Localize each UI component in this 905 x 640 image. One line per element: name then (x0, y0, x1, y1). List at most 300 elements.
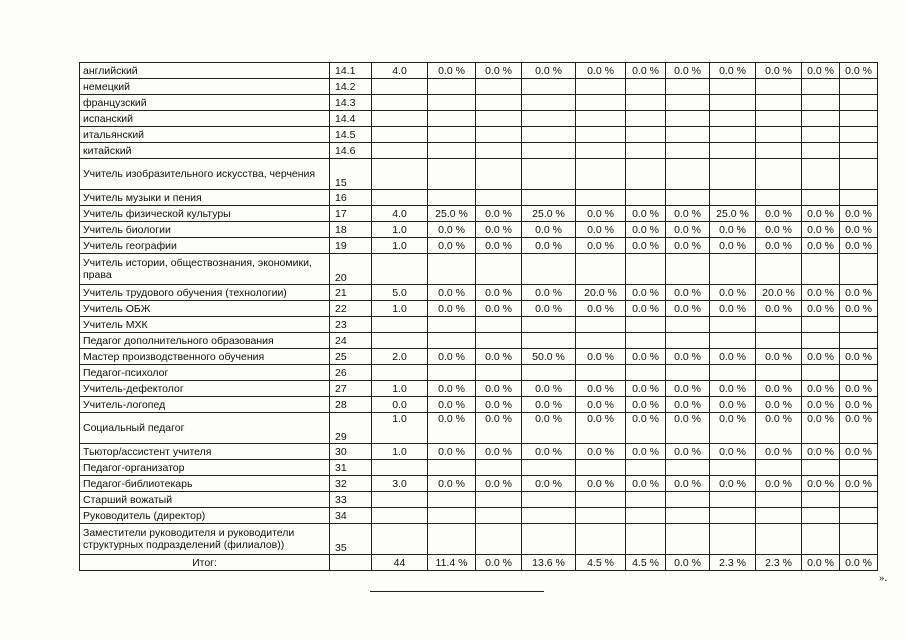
percent-cell (802, 190, 840, 206)
percent-cell (428, 111, 476, 127)
table-row (80, 317, 878, 333)
percent-cell: 0.0 % (710, 349, 756, 365)
staff-count-cell: 1.0 (372, 238, 428, 254)
percent-cell: 25.0 % (710, 206, 756, 222)
percent-cell (840, 492, 878, 508)
percent-cell (476, 143, 522, 159)
percent-cell (576, 95, 626, 111)
percent-cell (666, 111, 710, 127)
position-name: Учитель физической культуры (80, 206, 330, 222)
percent-cell (666, 460, 710, 476)
percent-cell (666, 365, 710, 381)
percent-cell (476, 159, 522, 190)
percent-cell: 0.0 % (626, 301, 666, 317)
percent-cell (666, 333, 710, 349)
percent-cell: 13.6 % (522, 555, 576, 571)
percent-cell (428, 317, 476, 333)
percent-cell (840, 333, 878, 349)
percent-cell: 0.0 % (710, 381, 756, 397)
percent-cell: 0.0 % (756, 397, 802, 413)
percent-cell (428, 365, 476, 381)
percent-cell: 0.0 % (576, 397, 626, 413)
table-body (80, 63, 878, 571)
percent-cell (756, 111, 802, 127)
percent-cell: 0.0 % (476, 381, 522, 397)
percent-cell: 0.0 % (840, 206, 878, 222)
position-name: Учитель истории, обществознания, экономики, права (80, 254, 330, 285)
percent-cell (626, 254, 666, 285)
percent-cell (666, 492, 710, 508)
signature-line (370, 591, 544, 592)
percent-cell: 0.0 % (666, 397, 710, 413)
percent-cell (840, 143, 878, 159)
percent-cell (428, 95, 476, 111)
percent-cell: 0.0 % (476, 238, 522, 254)
percent-cell (522, 159, 576, 190)
percent-cell: 0.0 % (626, 222, 666, 238)
percent-cell (576, 254, 626, 285)
percent-cell: 0.0 % (802, 413, 840, 444)
percent-cell (840, 254, 878, 285)
percent-cell: 0.0 % (576, 63, 626, 79)
row-number: 33 (330, 492, 372, 508)
percent-cell: 0.0 % (626, 413, 666, 444)
percent-cell: 0.0 % (666, 238, 710, 254)
percent-cell (626, 524, 666, 555)
percent-cell: 0.0 % (576, 222, 626, 238)
percent-cell (476, 127, 522, 143)
staff-count-cell: 4.0 (372, 63, 428, 79)
percent-cell: 0.0 % (710, 444, 756, 460)
percent-cell (626, 333, 666, 349)
percent-cell (522, 111, 576, 127)
percent-cell (756, 333, 802, 349)
percent-cell: 0.0 % (576, 444, 626, 460)
table-row (80, 254, 878, 285)
percent-cell (626, 190, 666, 206)
percent-cell: 0.0 % (802, 555, 840, 571)
staff-count-cell (372, 508, 428, 524)
percent-cell (840, 95, 878, 111)
position-name: Учитель географии (80, 238, 330, 254)
percent-cell (476, 492, 522, 508)
position-name: Педагог дополнительного образования (80, 333, 330, 349)
percent-cell (522, 508, 576, 524)
table-row (80, 333, 878, 349)
percent-cell: 0.0 % (576, 413, 626, 444)
percent-cell: 0.0 % (802, 381, 840, 397)
percent-cell (666, 317, 710, 333)
row-number: 31 (330, 460, 372, 476)
percent-cell: 0.0 % (476, 301, 522, 317)
table-row (80, 365, 878, 381)
percent-cell (666, 190, 710, 206)
staff-count-cell (372, 111, 428, 127)
staff-count-cell (372, 492, 428, 508)
percent-cell (626, 95, 666, 111)
percent-cell (756, 159, 802, 190)
row-number: 32 (330, 476, 372, 492)
staff-count-cell (372, 95, 428, 111)
percent-cell: 0.0 % (428, 476, 476, 492)
percent-cell: 0.0 % (710, 222, 756, 238)
percent-cell (756, 254, 802, 285)
position-name: Учитель-дефектолог (80, 381, 330, 397)
percent-cell: 0.0 % (710, 301, 756, 317)
percent-cell: 0.0 % (840, 476, 878, 492)
percent-cell: 0.0 % (802, 206, 840, 222)
percent-cell: 0.0 % (710, 285, 756, 301)
percent-cell (710, 333, 756, 349)
percent-cell: 0.0 % (626, 63, 666, 79)
row-number: 15 (330, 159, 372, 190)
percent-cell (522, 79, 576, 95)
table-row (80, 79, 878, 95)
staff-count-cell (372, 524, 428, 555)
percent-cell (802, 254, 840, 285)
table-row (80, 460, 878, 476)
percent-cell (666, 79, 710, 95)
percent-cell (756, 460, 802, 476)
percent-cell (802, 333, 840, 349)
percent-cell: 0.0 % (476, 444, 522, 460)
percent-cell (476, 333, 522, 349)
position-name: Тьютор/ассистент учителя (80, 444, 330, 460)
row-number: 28 (330, 397, 372, 413)
percent-cell (840, 127, 878, 143)
staff-count-cell (372, 317, 428, 333)
staff-count-cell (372, 79, 428, 95)
percent-cell: 0.0 % (626, 238, 666, 254)
percent-cell (666, 159, 710, 190)
percent-cell (756, 508, 802, 524)
percent-cell (576, 365, 626, 381)
percent-cell (626, 365, 666, 381)
row-number: 29 (330, 413, 372, 444)
staff-count-cell: 44 (372, 555, 428, 571)
percent-cell: 0.0 % (666, 413, 710, 444)
percent-cell: 0.0 % (428, 63, 476, 79)
percent-cell (840, 508, 878, 524)
percent-cell: 0.0 % (522, 444, 576, 460)
staff-count-cell: 2.0 (372, 349, 428, 365)
position-name: Педагог-психолог (80, 365, 330, 381)
percent-cell (522, 143, 576, 159)
percent-cell: 0.0 % (756, 444, 802, 460)
percent-cell (802, 492, 840, 508)
percent-cell: 0.0 % (428, 397, 476, 413)
percent-cell: 0.0 % (626, 381, 666, 397)
percent-cell: 0.0 % (626, 397, 666, 413)
percent-cell: 0.0 % (710, 238, 756, 254)
percent-cell: 0.0 % (626, 206, 666, 222)
staff-count-cell (372, 143, 428, 159)
row-number: 24 (330, 333, 372, 349)
percent-cell (756, 365, 802, 381)
percent-cell: 0.0 % (840, 349, 878, 365)
staff-count-cell: 1.0 (372, 301, 428, 317)
percent-cell (710, 190, 756, 206)
staff-count-cell (372, 333, 428, 349)
row-number: 16 (330, 190, 372, 206)
percent-cell (756, 95, 802, 111)
percent-cell (476, 254, 522, 285)
percent-cell: 0.0 % (476, 349, 522, 365)
table-row (80, 524, 878, 555)
table-row (80, 349, 878, 365)
percent-cell: 0.0 % (710, 476, 756, 492)
staff-count-cell (372, 190, 428, 206)
percent-cell (802, 460, 840, 476)
percent-cell (840, 524, 878, 555)
percent-cell: 0.0 % (476, 413, 522, 444)
percent-cell (626, 79, 666, 95)
table-row (80, 159, 878, 190)
percent-cell: 0.0 % (522, 285, 576, 301)
percent-cell (428, 524, 476, 555)
percent-cell: 4.5 % (576, 555, 626, 571)
percent-cell: 25.0 % (522, 206, 576, 222)
percent-cell: 0.0 % (756, 222, 802, 238)
row-number: 25 (330, 349, 372, 365)
row-number: 23 (330, 317, 372, 333)
percent-cell (576, 492, 626, 508)
percent-cell (802, 317, 840, 333)
table-row (80, 508, 878, 524)
percent-cell (840, 190, 878, 206)
percent-cell (802, 111, 840, 127)
percent-cell (710, 127, 756, 143)
staff-count-cell: 1.0 (372, 413, 428, 444)
staff-count-cell (372, 460, 428, 476)
percent-cell: 0.0 % (476, 63, 522, 79)
percent-cell (626, 127, 666, 143)
percent-cell: 0.0 % (428, 301, 476, 317)
percent-cell (522, 127, 576, 143)
total-label: Итог: (80, 555, 330, 571)
percent-cell (522, 333, 576, 349)
percent-cell (840, 365, 878, 381)
row-number: 20 (330, 254, 372, 285)
percent-cell (802, 95, 840, 111)
percent-cell (710, 111, 756, 127)
row-number: 18 (330, 222, 372, 238)
row-number: 14.4 (330, 111, 372, 127)
percent-cell: 0.0 % (802, 349, 840, 365)
table-row (80, 476, 878, 492)
percent-cell (576, 111, 626, 127)
percent-cell (802, 365, 840, 381)
percent-cell: 0.0 % (840, 381, 878, 397)
percent-cell: 0.0 % (428, 413, 476, 444)
percent-cell (576, 460, 626, 476)
percent-cell: 25.0 % (428, 206, 476, 222)
percent-cell (476, 365, 522, 381)
percent-cell (626, 508, 666, 524)
percent-cell (428, 79, 476, 95)
percent-cell: 0.0 % (802, 476, 840, 492)
table-row (80, 444, 878, 460)
percent-cell (428, 143, 476, 159)
percent-cell: 0.0 % (802, 397, 840, 413)
percent-cell (710, 79, 756, 95)
row-number: 27 (330, 381, 372, 397)
percent-cell (802, 143, 840, 159)
percent-cell: 0.0 % (476, 476, 522, 492)
row-number: 14.5 (330, 127, 372, 143)
percent-cell: 0.0 % (840, 285, 878, 301)
percent-cell: 0.0 % (522, 381, 576, 397)
percent-cell: 0.0 % (476, 285, 522, 301)
position-name: немецкий (80, 79, 330, 95)
position-name: французский (80, 95, 330, 111)
percent-cell: 0.0 % (666, 444, 710, 460)
percent-cell: 0.0 % (576, 301, 626, 317)
percent-cell: 0.0 % (476, 397, 522, 413)
percent-cell: 0.0 % (626, 476, 666, 492)
row-number: 14.6 (330, 143, 372, 159)
percent-cell (666, 143, 710, 159)
percent-cell: 0.0 % (710, 63, 756, 79)
percent-cell (710, 317, 756, 333)
table-row (80, 143, 878, 159)
staff-count-cell (372, 254, 428, 285)
percent-cell: 0.0 % (756, 476, 802, 492)
percent-cell (576, 524, 626, 555)
staff-count-cell: 1.0 (372, 381, 428, 397)
percent-cell: 0.0 % (840, 413, 878, 444)
row-number (330, 555, 372, 571)
percent-cell: 0.0 % (666, 63, 710, 79)
percent-cell (756, 317, 802, 333)
percent-cell: 0.0 % (576, 349, 626, 365)
percent-cell (666, 95, 710, 111)
percent-cell: 0.0 % (802, 63, 840, 79)
position-name: Педагог-библиотекарь (80, 476, 330, 492)
row-number: 22 (330, 301, 372, 317)
percent-cell: 0.0 % (428, 349, 476, 365)
percent-cell: 0.0 % (476, 206, 522, 222)
percent-cell (710, 492, 756, 508)
percent-cell (428, 254, 476, 285)
percent-cell (710, 95, 756, 111)
percent-cell (710, 508, 756, 524)
row-number: 26 (330, 365, 372, 381)
table-row (80, 301, 878, 317)
position-name: Учитель-логопед (80, 397, 330, 413)
position-name: Социальный педагог (80, 413, 330, 444)
percent-cell (476, 508, 522, 524)
position-name: Заместители руководителя и руководители структурных подразделений (филиалов)) (80, 524, 330, 555)
percent-cell: 0.0 % (840, 397, 878, 413)
row-number: 30 (330, 444, 372, 460)
position-name: Учитель биологии (80, 222, 330, 238)
table-row (80, 238, 878, 254)
percent-cell: 0.0 % (840, 444, 878, 460)
percent-cell (476, 111, 522, 127)
percent-cell (626, 143, 666, 159)
percent-cell (522, 365, 576, 381)
table-row (80, 127, 878, 143)
position-name: Учитель трудового обучения (технологии) (80, 285, 330, 301)
row-number: 14.2 (330, 79, 372, 95)
percent-cell: 0.0 % (666, 476, 710, 492)
percent-cell: 2.3 % (756, 555, 802, 571)
staff-count-cell: 3.0 (372, 476, 428, 492)
percent-cell: 0.0 % (802, 301, 840, 317)
percent-cell (710, 254, 756, 285)
position-name: английский (80, 63, 330, 79)
percent-cell: 0.0 % (756, 413, 802, 444)
percent-cell (428, 492, 476, 508)
staff-count-cell (372, 365, 428, 381)
percent-cell: 0.0 % (522, 397, 576, 413)
percent-cell (756, 492, 802, 508)
percent-cell: 0.0 % (626, 349, 666, 365)
percent-cell: 0.0 % (476, 555, 522, 571)
percent-cell (576, 159, 626, 190)
percent-cell (840, 317, 878, 333)
percent-cell (522, 190, 576, 206)
percent-cell (666, 524, 710, 555)
percent-cell: 0.0 % (802, 238, 840, 254)
percent-cell: 0.0 % (802, 444, 840, 460)
position-name: Учитель МХК (80, 317, 330, 333)
total-row (80, 555, 878, 571)
percent-cell (428, 127, 476, 143)
percent-cell: 0.0 % (428, 222, 476, 238)
percent-cell: 0.0 % (522, 238, 576, 254)
percent-cell: 0.0 % (522, 301, 576, 317)
position-name: итальянский (80, 127, 330, 143)
percent-cell (710, 524, 756, 555)
row-number: 14.1 (330, 63, 372, 79)
percent-cell (476, 79, 522, 95)
percent-cell (522, 317, 576, 333)
percent-cell (626, 460, 666, 476)
percent-cell (802, 127, 840, 143)
staff-count-cell: 5.0 (372, 285, 428, 301)
percent-cell: 0.0 % (756, 349, 802, 365)
table-row (80, 397, 878, 413)
percent-cell: 0.0 % (428, 444, 476, 460)
staff-count-cell (372, 159, 428, 190)
percent-cell: 0.0 % (576, 238, 626, 254)
percent-cell (476, 317, 522, 333)
percent-cell (840, 460, 878, 476)
position-name: Старший вожатый (80, 492, 330, 508)
table-row (80, 492, 878, 508)
table-row (80, 285, 878, 301)
percent-cell: 0.0 % (476, 222, 522, 238)
percent-cell (428, 190, 476, 206)
position-name: китайский (80, 143, 330, 159)
table-row (80, 190, 878, 206)
percent-cell: 0.0 % (522, 476, 576, 492)
percent-cell: 0.0 % (840, 301, 878, 317)
percent-cell: 0.0 % (756, 381, 802, 397)
percent-cell: 0.0 % (666, 555, 710, 571)
percent-cell (626, 111, 666, 127)
percent-cell: 0.0 % (756, 63, 802, 79)
row-number: 35 (330, 524, 372, 555)
position-name: Учитель ОБЖ (80, 301, 330, 317)
percent-cell: 4.5 % (626, 555, 666, 571)
percent-cell (576, 127, 626, 143)
percent-cell (710, 365, 756, 381)
percent-cell (522, 254, 576, 285)
percent-cell: 0.0 % (626, 444, 666, 460)
